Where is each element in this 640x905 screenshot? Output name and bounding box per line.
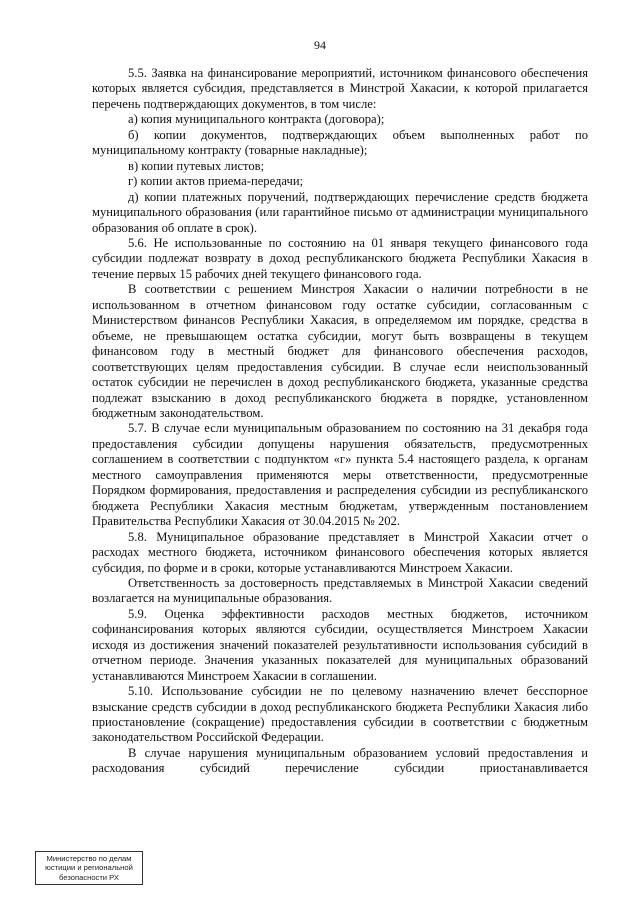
registration-stamp — [35, 851, 143, 885]
paragraph-5-9: 5.9. Оценка эффективности расходов местных бюджетов, источником софинансирования которых являются субсидии, осуществляется Минстроем Хакасии исходя из достижения значений показателей результативности использования субсидий в отчетном периоде. Значения указанных показателей для муниципальных образований устанавливаются Минстроем Хакасии в соглашении. — [92, 606, 588, 683]
stamp-line: юстиции и региональной — [45, 863, 133, 873]
list-item-a: а) копия муниципального контракта (договора); — [128, 112, 385, 127]
paragraph-5-8: 5.8. Муниципальное образование представляет в Минстрой Хакасии отчет о расходах местного бюджета, источником финансового обеспечения которых является субсидия, по форме и в сроки, которые устанавливаются Минстроем Хакасии. — [92, 529, 588, 575]
stamp-line: Министерство по делам — [46, 854, 132, 863]
document-body — [92, 66, 588, 777]
page-number: 94 — [314, 38, 326, 52]
list-item-d: д) копии платежных поручений, подтверждающих перечисление средств бюджета муниципального образования (или гарантийное письмо от администрации муниципального образования об оплате в срок). — [92, 189, 588, 235]
list-item-v: в) копии путевых листов; — [128, 158, 265, 173]
paragraph-5-6: 5.6. Не использованные по состоянию на 01 января текущего финансового года субсидии подлежат возврату в доход республиканского бюджета Республики Хакасия в течение первых 15 рабочих дней текущего финансового года. — [92, 235, 588, 281]
paragraph-5-6-continued: В соответствии с решением Минстроя Хакасии о наличии потребности в не использованном в отчетном финансовом году остатке субсидии, согласованным с Министерством финансов Республики Хакасия, в определяемом им порядке, средства в объеме, не превышающем остатка субсидии, могут быть возвращены в текущем финансовом году в местный бюджет для финансового обеспечения расходов, соответствующих целям предоставления субсидии. В случае если неиспользованный остаток субсидии не перечислен в доход республиканского бюджета, указанные средства подлежат взысканию в доход республиканского бюджета в порядке, установленном бюджетным законодательством. — [92, 282, 588, 420]
stamp-line: безопасности РХ — [59, 872, 119, 882]
list-item-g: г) копии актов приема-передачи; — [128, 174, 304, 189]
paragraph-5-8-responsibility: Ответственность за достоверность представляемых в Минстрой Хакасии сведений возлагается на муниципальные образования. — [92, 575, 588, 606]
list-item-b: б) копии документов, подтверждающих объем выполненных работ по муниципальному контракту (товарные накладные); — [92, 127, 588, 158]
paragraph-5-10: 5.10. Использование субсидии не по целевому назначению влечет бесспорное взыскание средств субсидии в доход республиканского бюджета Республики Хакасия либо приостановление (сокращение) предоставления субсидии в соответствии с бюджетным законодательством Российской Федерации. — [92, 684, 588, 745]
paragraph-5-5: 5.5. Заявка на финансирование мероприятий, источником финансового обеспечения которых является субсидия, представляется в Минстрой Хакасии, к которой прилагается перечень подтверждающих документов, в том числе: — [92, 66, 588, 111]
paragraph-5-7: 5.7. В случае если муниципальным образованием по состоянию на 31 декабря года предоставления субсидии допущены нарушения обязательств, предусмотренных соглашением в соответствии с подпунктом «г» пункта 5.4 настоящего раздела, к органам местного самоуправления применяются меры ответственности, предусмотренные Порядком формирования, предоставления и распределения субсидии из республиканского бюджета Республики Хакасия местным бюджетам, утвержденным постановлением Правительства Республики Хакасия от 30.04.2015 № 202. — [92, 421, 588, 529]
paragraph-5-10-continued: В случае нарушения муниципальным образованием условий предоставления и расходования субсидий перечисление субсидии приостанавливается — [92, 745, 588, 776]
